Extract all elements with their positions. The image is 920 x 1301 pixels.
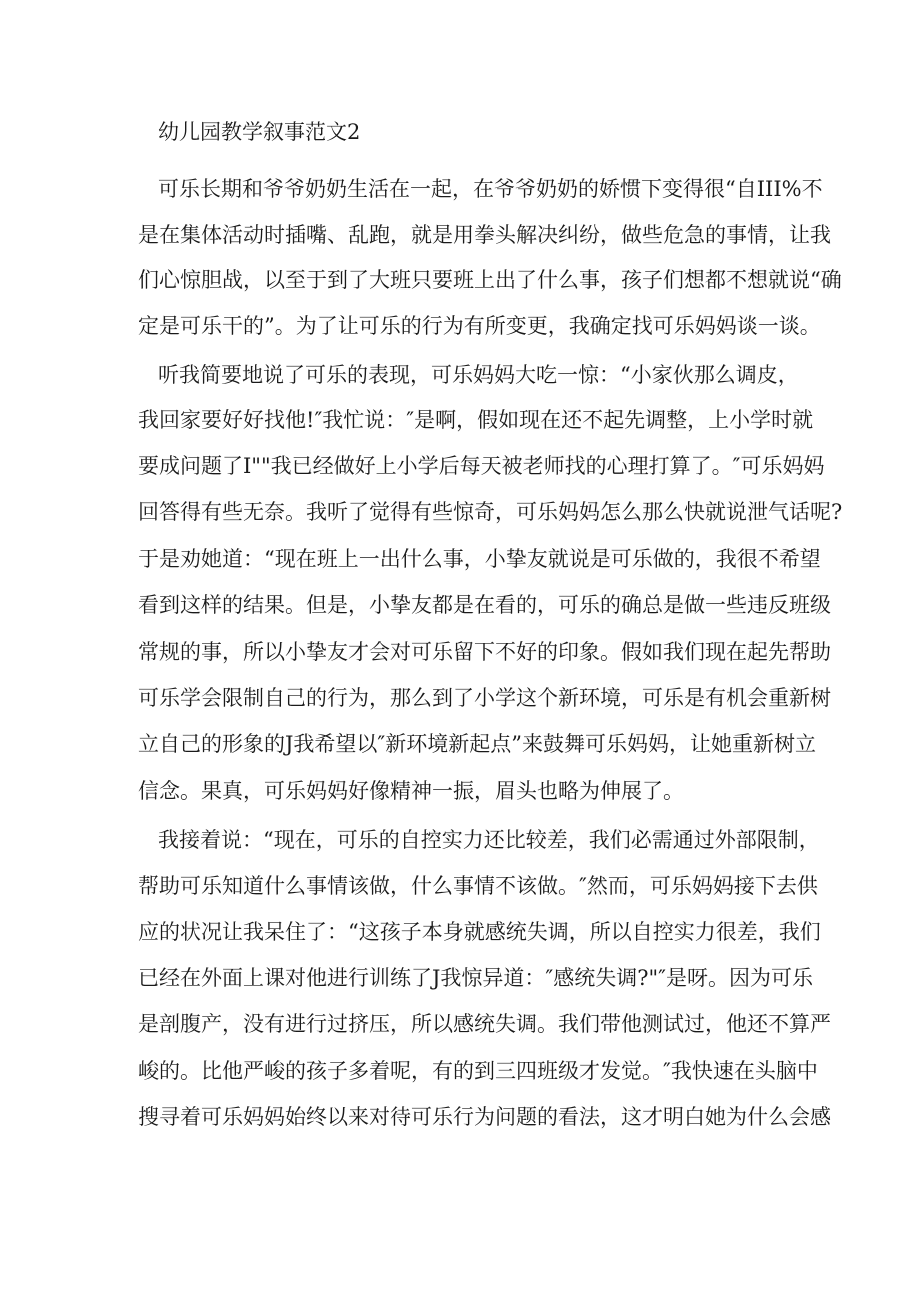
paragraph-3-line-2: 帮助可乐知道什么事情该做，什么事情不该做。″然而，可乐妈妈接下去供 <box>138 874 818 898</box>
paragraph-1-line-2: 是在集体活动时插嘴、乱跑，就是用拳头解决纠纷，做些危急的事情，让我 <box>138 223 831 247</box>
paragraph-3-line-6: 峻的。比他严峻的孩子多着呢，有的到三四班级才发觉。″我快速在头脑中 <box>138 1059 818 1083</box>
paragraph-3-line-7: 搜寻着可乐妈妈始终以来对待可乐行为问题的看法，这才明白她为什么会感 <box>138 1105 831 1129</box>
paragraph-2-line-4: 回答得有些无奈。我听了觉得有些惊奇，可乐妈妈怎么那么快就说泄气话呢? <box>138 500 843 524</box>
paragraph-1-line-3: 们心惊胆战，以至于到了大班只要班上出了什么事，孩子们想都不想就说“确 <box>138 268 842 292</box>
document-title: 幼儿园教学叙事范文2 <box>158 120 361 144</box>
paragraph-3-line-1: 我接着说：“现在，可乐的自控实力还比较差，我们必需通过外部限制， <box>158 828 820 852</box>
paragraph-3-line-3: 应的状况让我呆住了：“这孩子本身就感统失调，所以自控实力很差，我们 <box>138 920 821 944</box>
paragraph-2-line-2: 我回家要好好找他!″我忙说：″是啊，假如现在还不起先调整，上小学时就 <box>138 408 814 432</box>
paragraph-1-line-1: 可乐长期和爷爷奶奶生活在一起，在爷爷奶奶的娇惯下变得很“自III%不 <box>158 177 823 201</box>
paragraph-2-line-8: 可乐学会限制自己的行为，那么到了小学这个新环境，可乐是有机会重新树 <box>138 686 831 710</box>
paragraph-2-line-6: 看到这样的结果。但是，小挚友都是在看的，可乐的确总是做一些违反班级 <box>138 593 831 617</box>
paragraph-2-line-10: 信念。果真，可乐妈妈好像精神一振，眉头也略为伸展了。 <box>138 779 684 803</box>
paragraph-2-line-7: 常规的事，所以小挚友才会对可乐留下不好的印象。假如我们现在起先帮助 <box>138 640 831 664</box>
paragraph-2-line-5: 于是劝她道：“现在班上一出什么事，小挚友就说是可乐做的，我很不希望 <box>138 547 821 571</box>
paragraph-3-line-5: 是剖腹产，没有进行过挤压，所以感统失调。我们带他测试过，他还不算严 <box>138 1012 831 1036</box>
paragraph-2-line-1: 听我简要地说了可乐的表现，可乐妈妈大吃一惊：“小家伙那么调皮， <box>158 363 799 387</box>
paragraph-2-line-3: 要成问题了I""我已经做好上小学后每天被老师找的心理打算了。″可乐妈妈 <box>138 454 825 478</box>
paragraph-2-line-9: 立自己的形象的J我希望以″新环境新起点”来鼓舞可乐妈妈，让她重新树立 <box>138 732 816 756</box>
paragraph-1-line-4: 定是可乐干的”。为了让可乐的行为有所变更，我确定找可乐妈妈谈一谈。 <box>138 314 821 338</box>
paragraph-3-line-4: 已经在外面上课对他进行训练了J我惊异道：″感统失调?"″是呀。因为可乐 <box>138 966 814 990</box>
